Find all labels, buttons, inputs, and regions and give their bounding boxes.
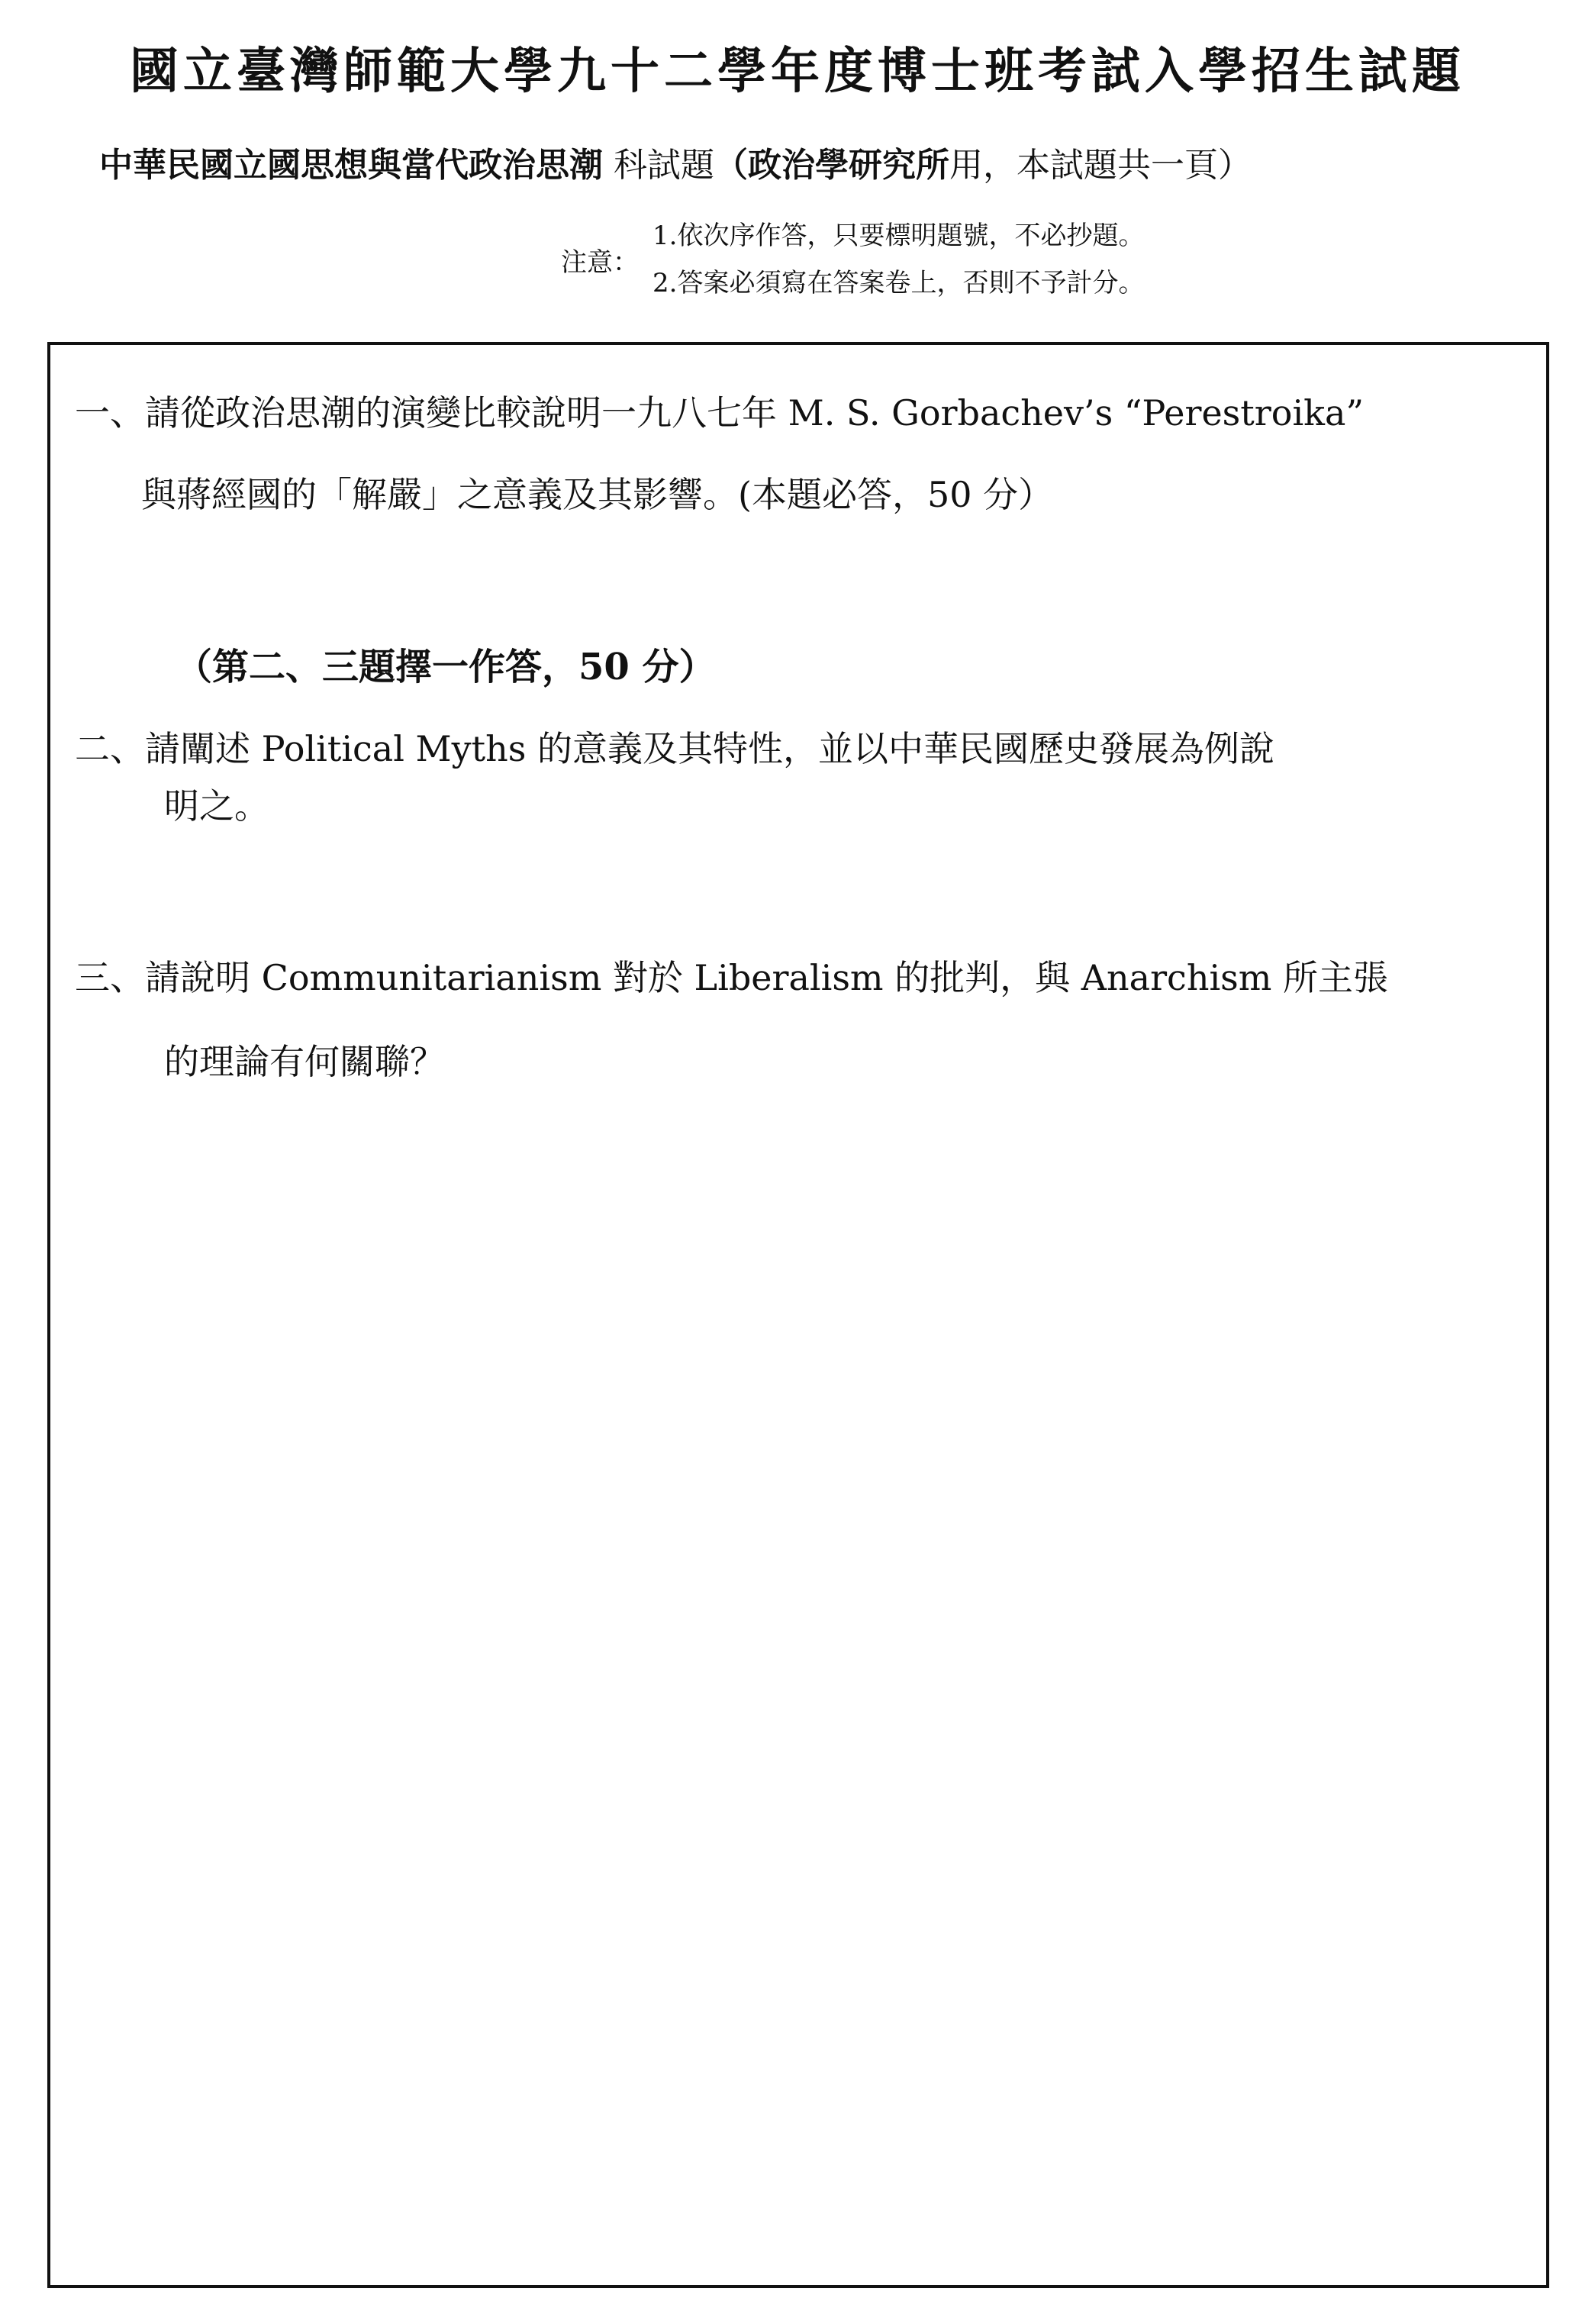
department-name: （政治學研究所 <box>714 146 949 185</box>
exam-notes <box>561 218 1144 301</box>
subject-suffix: 科試題 <box>614 146 714 185</box>
question-3-line-1: 三、請說明 Communitarianism 對於 Liberalism 的批判，與 Anarchism 所主張 <box>75 957 1389 998</box>
exam-title: 國立臺灣師範大學九十二學年度博士班考試入學招生試題 <box>130 43 1465 100</box>
notes-list <box>652 212 1144 307</box>
note-item: 1.依次序作答，只要標明題號，不必抄題。 <box>652 221 1145 251</box>
subject-name: 中華民國立國思想與當代政治思潮 <box>99 146 603 185</box>
question-2-line-1: 二、請闡述 Political Myths 的意義及其特性，並以中華民國歷史發展為例說 <box>75 728 1274 769</box>
note-item: 2.答案必須寫在答案卷上，否則不予計分。 <box>652 268 1145 298</box>
question-2-line-2: 明之。 <box>164 785 269 827</box>
question-frame <box>47 342 1549 2288</box>
question-3-line-2: 的理論有何關聯？ <box>164 1041 445 1082</box>
exam-subtitle <box>99 137 1252 186</box>
question-1-line-1: 一、請從政治思潮的演變比較說明一九八七年 M. S. Gorbachev’s “Perestroika” <box>75 392 1364 434</box>
page-count-note: 用，本試題共一頁） <box>949 146 1252 185</box>
notes-label: 注意： <box>561 247 639 278</box>
choice-instruction: （第二、三題擇一作答，50 分） <box>176 646 716 688</box>
question-1-line-2: 與蔣經國的「解嚴」之意義及其影響。(本題必答，50 分） <box>141 474 1054 515</box>
